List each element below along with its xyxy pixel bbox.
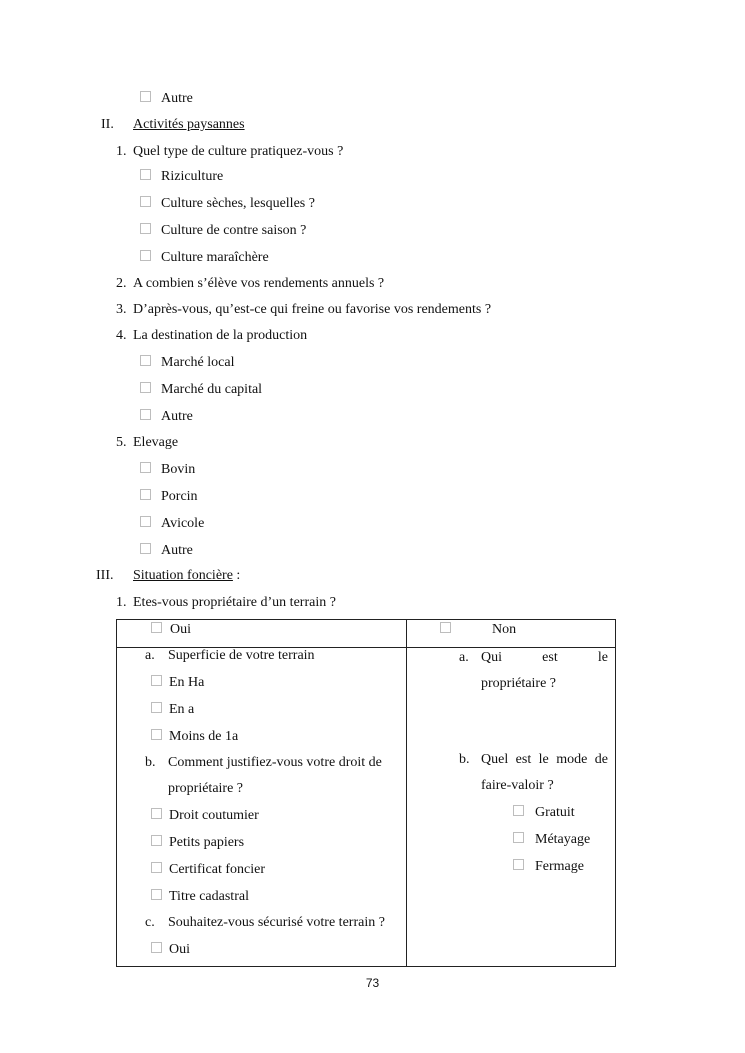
- subquestion-marker: a.: [145, 648, 155, 663]
- checkbox-icon[interactable]: [140, 409, 151, 420]
- option-item[interactable]: Riziculture: [140, 169, 223, 185]
- option-item[interactable]: Autre: [140, 409, 193, 425]
- checkbox-icon[interactable]: [151, 808, 162, 819]
- subquestion-text-cont: propriétaire ?: [168, 781, 244, 796]
- question-number: 2.: [116, 276, 127, 291]
- option-item[interactable]: Fermage: [513, 859, 584, 875]
- option-item[interactable]: Petits papiers: [151, 835, 244, 851]
- question-text: A combien s’élève vos rendements annuels ?: [133, 276, 385, 291]
- option-item[interactable]: Gratuit: [513, 805, 575, 821]
- section-numeral: II.: [101, 117, 114, 132]
- option-item[interactable]: Culture de contre saison ?: [140, 223, 306, 239]
- option-item[interactable]: Oui: [151, 942, 190, 958]
- checkbox-icon[interactable]: [151, 729, 162, 740]
- checkbox-icon[interactable]: [140, 250, 151, 261]
- option-item[interactable]: Certificat foncier: [151, 862, 265, 878]
- checkbox-icon[interactable]: [151, 862, 162, 873]
- checkbox-icon[interactable]: [151, 889, 162, 900]
- option-item[interactable]: Marché local: [140, 355, 234, 371]
- checkbox-icon[interactable]: [140, 355, 151, 366]
- option-item[interactable]: Marché du capital: [140, 382, 262, 398]
- subquestion-marker: c.: [145, 915, 155, 930]
- question-text: La destination de la production: [133, 328, 308, 343]
- subquestion-text-cont: faire-valoir ?: [481, 778, 554, 793]
- checkbox-icon[interactable]: [151, 675, 162, 686]
- option-item[interactable]: Avicole: [140, 516, 204, 532]
- section-title: Activités paysannes: [133, 117, 245, 132]
- question-number: 5.: [116, 435, 127, 450]
- section-title-line: [133, 568, 240, 584]
- question-number: 3.: [116, 302, 127, 317]
- checkbox-icon[interactable]: [440, 622, 451, 633]
- section-title-suffix: :: [232, 568, 241, 583]
- question-number: 1.: [116, 144, 127, 159]
- subquestion-text: Comment justifiez-vous votre droit de: [168, 755, 382, 770]
- subquestion-marker: b.: [459, 752, 470, 767]
- option-item[interactable]: Culture maraîchère: [140, 250, 269, 266]
- option-item[interactable]: Moins de 1a: [151, 729, 238, 745]
- checkbox-icon[interactable]: [140, 543, 151, 554]
- checkbox-icon[interactable]: [513, 805, 524, 816]
- option-item[interactable]: Droit coutumier: [151, 808, 259, 824]
- option-item[interactable]: En Ha: [151, 675, 204, 691]
- subquestion-text: Superficie de votre terrain: [168, 648, 315, 663]
- option-item[interactable]: Titre cadastral: [151, 889, 249, 905]
- question-text: Elevage: [133, 435, 179, 450]
- option-non[interactable]: Non: [440, 622, 516, 638]
- checkbox-icon[interactable]: [513, 832, 524, 843]
- subquestion-text: Quel est le mode de: [481, 752, 608, 767]
- option-item[interactable]: Métayage: [513, 832, 590, 848]
- option-item[interactable]: En a: [151, 702, 194, 718]
- option-autre-top[interactable]: Autre: [140, 91, 193, 107]
- subquestion-marker: a.: [459, 650, 469, 665]
- option-item[interactable]: Culture sèches, lesquelles ?: [140, 196, 315, 212]
- checkbox-icon[interactable]: [140, 516, 151, 527]
- checkbox-icon[interactable]: [151, 622, 162, 633]
- checkbox-icon[interactable]: [140, 462, 151, 473]
- question-number: 1.: [116, 595, 127, 610]
- option-oui[interactable]: Oui: [151, 622, 191, 638]
- option-item[interactable]: Bovin: [140, 462, 195, 478]
- checkbox-icon[interactable]: [513, 859, 524, 870]
- checkbox-icon[interactable]: [140, 382, 151, 393]
- checkbox-icon[interactable]: [140, 489, 151, 500]
- section-title: Situation foncière: [133, 568, 233, 583]
- checkbox-icon[interactable]: [140, 196, 151, 207]
- checkbox-icon[interactable]: [140, 169, 151, 180]
- subquestion-text-cont: propriétaire ?: [481, 676, 557, 691]
- question-text: Quel type de culture pratiquez-vous ?: [133, 144, 344, 159]
- option-item[interactable]: Autre: [140, 543, 193, 559]
- subquestion-marker: b.: [145, 755, 156, 770]
- checkbox-icon[interactable]: [151, 835, 162, 846]
- checkbox-icon[interactable]: [151, 942, 162, 953]
- checkbox-icon[interactable]: [140, 91, 151, 102]
- subquestion-text: Qui est le: [481, 650, 608, 665]
- page-number: 73: [365, 976, 380, 990]
- section-numeral: III.: [96, 568, 114, 583]
- question-number: 4.: [116, 328, 127, 343]
- checkbox-icon[interactable]: [151, 702, 162, 713]
- question-text: Etes-vous propriétaire d’un terrain ?: [133, 595, 336, 610]
- table-cell-non: [407, 648, 616, 967]
- subquestion-text: Souhaitez-vous sécurisé votre terrain ?: [168, 915, 385, 930]
- option-item[interactable]: Porcin: [140, 489, 198, 505]
- question-text: D’après-vous, qu’est-ce qui freine ou favorise vos rendements ?: [133, 302, 492, 317]
- checkbox-icon[interactable]: [140, 223, 151, 234]
